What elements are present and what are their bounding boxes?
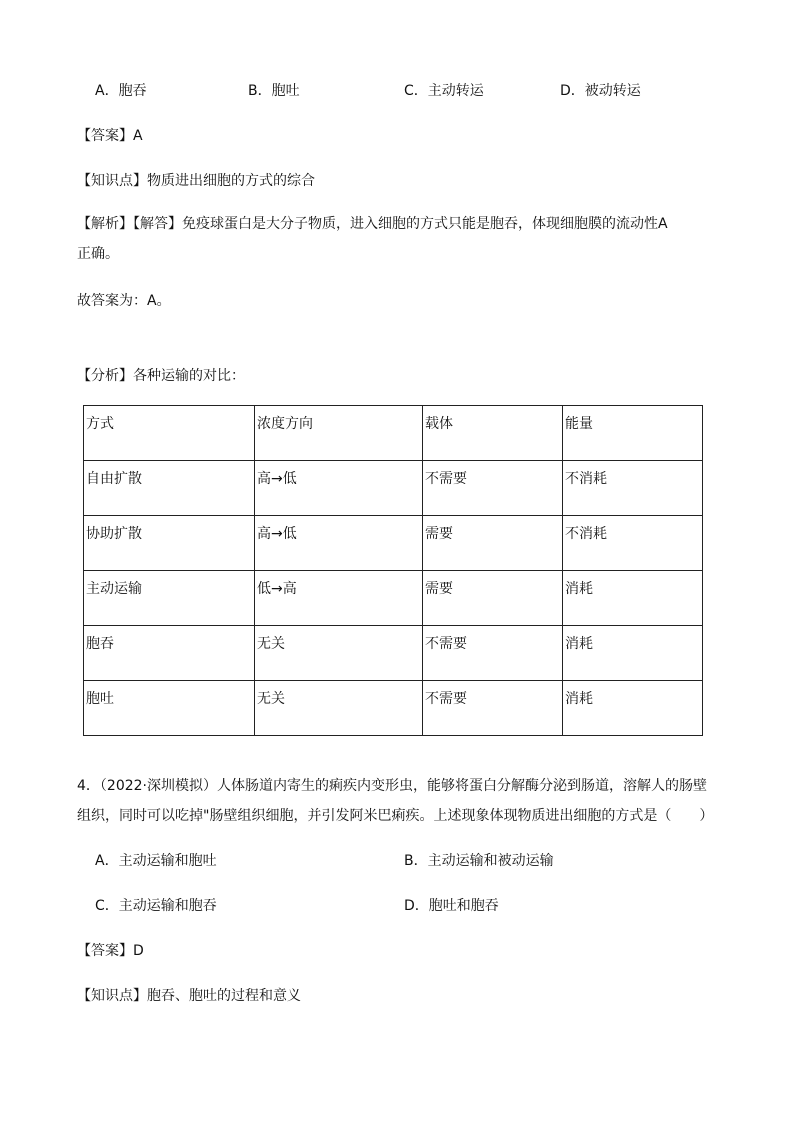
table-cell: 胞吞 [84, 626, 255, 681]
table-cell: 需要 [423, 571, 563, 626]
answer-line: 【答案】D [77, 943, 144, 959]
option-b: B．胞吐 [248, 83, 300, 99]
table-row [84, 516, 703, 571]
knowledge-line: 【知识点】胞吞、胞吐的过程和意义 [77, 988, 301, 1004]
table-row [84, 681, 703, 736]
table-cell: 需要 [423, 516, 563, 571]
table-header-cell: 能量 [563, 406, 703, 461]
table-cell: 无关 [255, 626, 423, 681]
table-cell: 消耗 [563, 571, 703, 626]
transport-comparison-table [83, 405, 703, 736]
table-cell: 胞吐 [84, 681, 255, 736]
answer-line: 【答案】A [77, 128, 143, 144]
final-answer-line: 故答案为：A。 [77, 293, 171, 309]
table-cell: 无关 [255, 681, 423, 736]
table-cell: 不需要 [423, 461, 563, 516]
table-cell: 高→低 [255, 461, 423, 516]
table-cell: 主动运输 [84, 571, 255, 626]
table-cell: 协助扩散 [84, 516, 255, 571]
table-header-cell: 浓度方向 [255, 406, 423, 461]
option-d: D．被动转运 [560, 83, 641, 99]
table-header-cell: 载体 [423, 406, 563, 461]
knowledge-line: 【知识点】物质进出细胞的方式的综合 [77, 173, 315, 189]
table-cell: 自由扩散 [84, 461, 255, 516]
table-header-cell: 方式 [84, 406, 255, 461]
analysis-line-1: 【解析】【解答】免疫球蛋白是大分子物质，进入细胞的方式只能是胞吞，体现细胞膜的流动性A [77, 216, 668, 232]
table-row [84, 571, 703, 626]
table-cell: 高→低 [255, 516, 423, 571]
table-row [84, 461, 703, 516]
fenxi-line: 【分析】各种运输的对比： [77, 368, 245, 384]
table-row [84, 626, 703, 681]
analysis-line-2: 正确。 [77, 246, 119, 262]
q4-stem-line-2: 组织，同时可以吃掉"肠壁组织细胞，并引发阿米巴痢疾。上述现象体现物质进出细胞的方式是（ ） [77, 808, 714, 824]
option-c: C．主动运输和胞吞 [95, 898, 217, 914]
option-d: D．胞吐和胞吞 [404, 898, 499, 914]
table-cell: 消耗 [563, 681, 703, 736]
option-a: A．胞吞 [95, 83, 147, 99]
table-header-row [84, 406, 703, 461]
option-c: C．主动转运 [404, 83, 484, 99]
table-cell: 不消耗 [563, 461, 703, 516]
table-cell: 低→高 [255, 571, 423, 626]
table-cell: 不消耗 [563, 516, 703, 571]
q4-stem-line-1: 4．（2022·深圳模拟）人体肠道内寄生的痢疾内变形虫，能够将蛋白分解酶分泌到肠道，溶解人的肠壁 [77, 778, 707, 794]
option-a: A．主动运输和胞吐 [95, 853, 217, 869]
table-cell: 消耗 [563, 626, 703, 681]
option-b: B．主动运输和被动运输 [404, 853, 554, 869]
table-cell: 不需要 [423, 626, 563, 681]
table-cell: 不需要 [423, 681, 563, 736]
